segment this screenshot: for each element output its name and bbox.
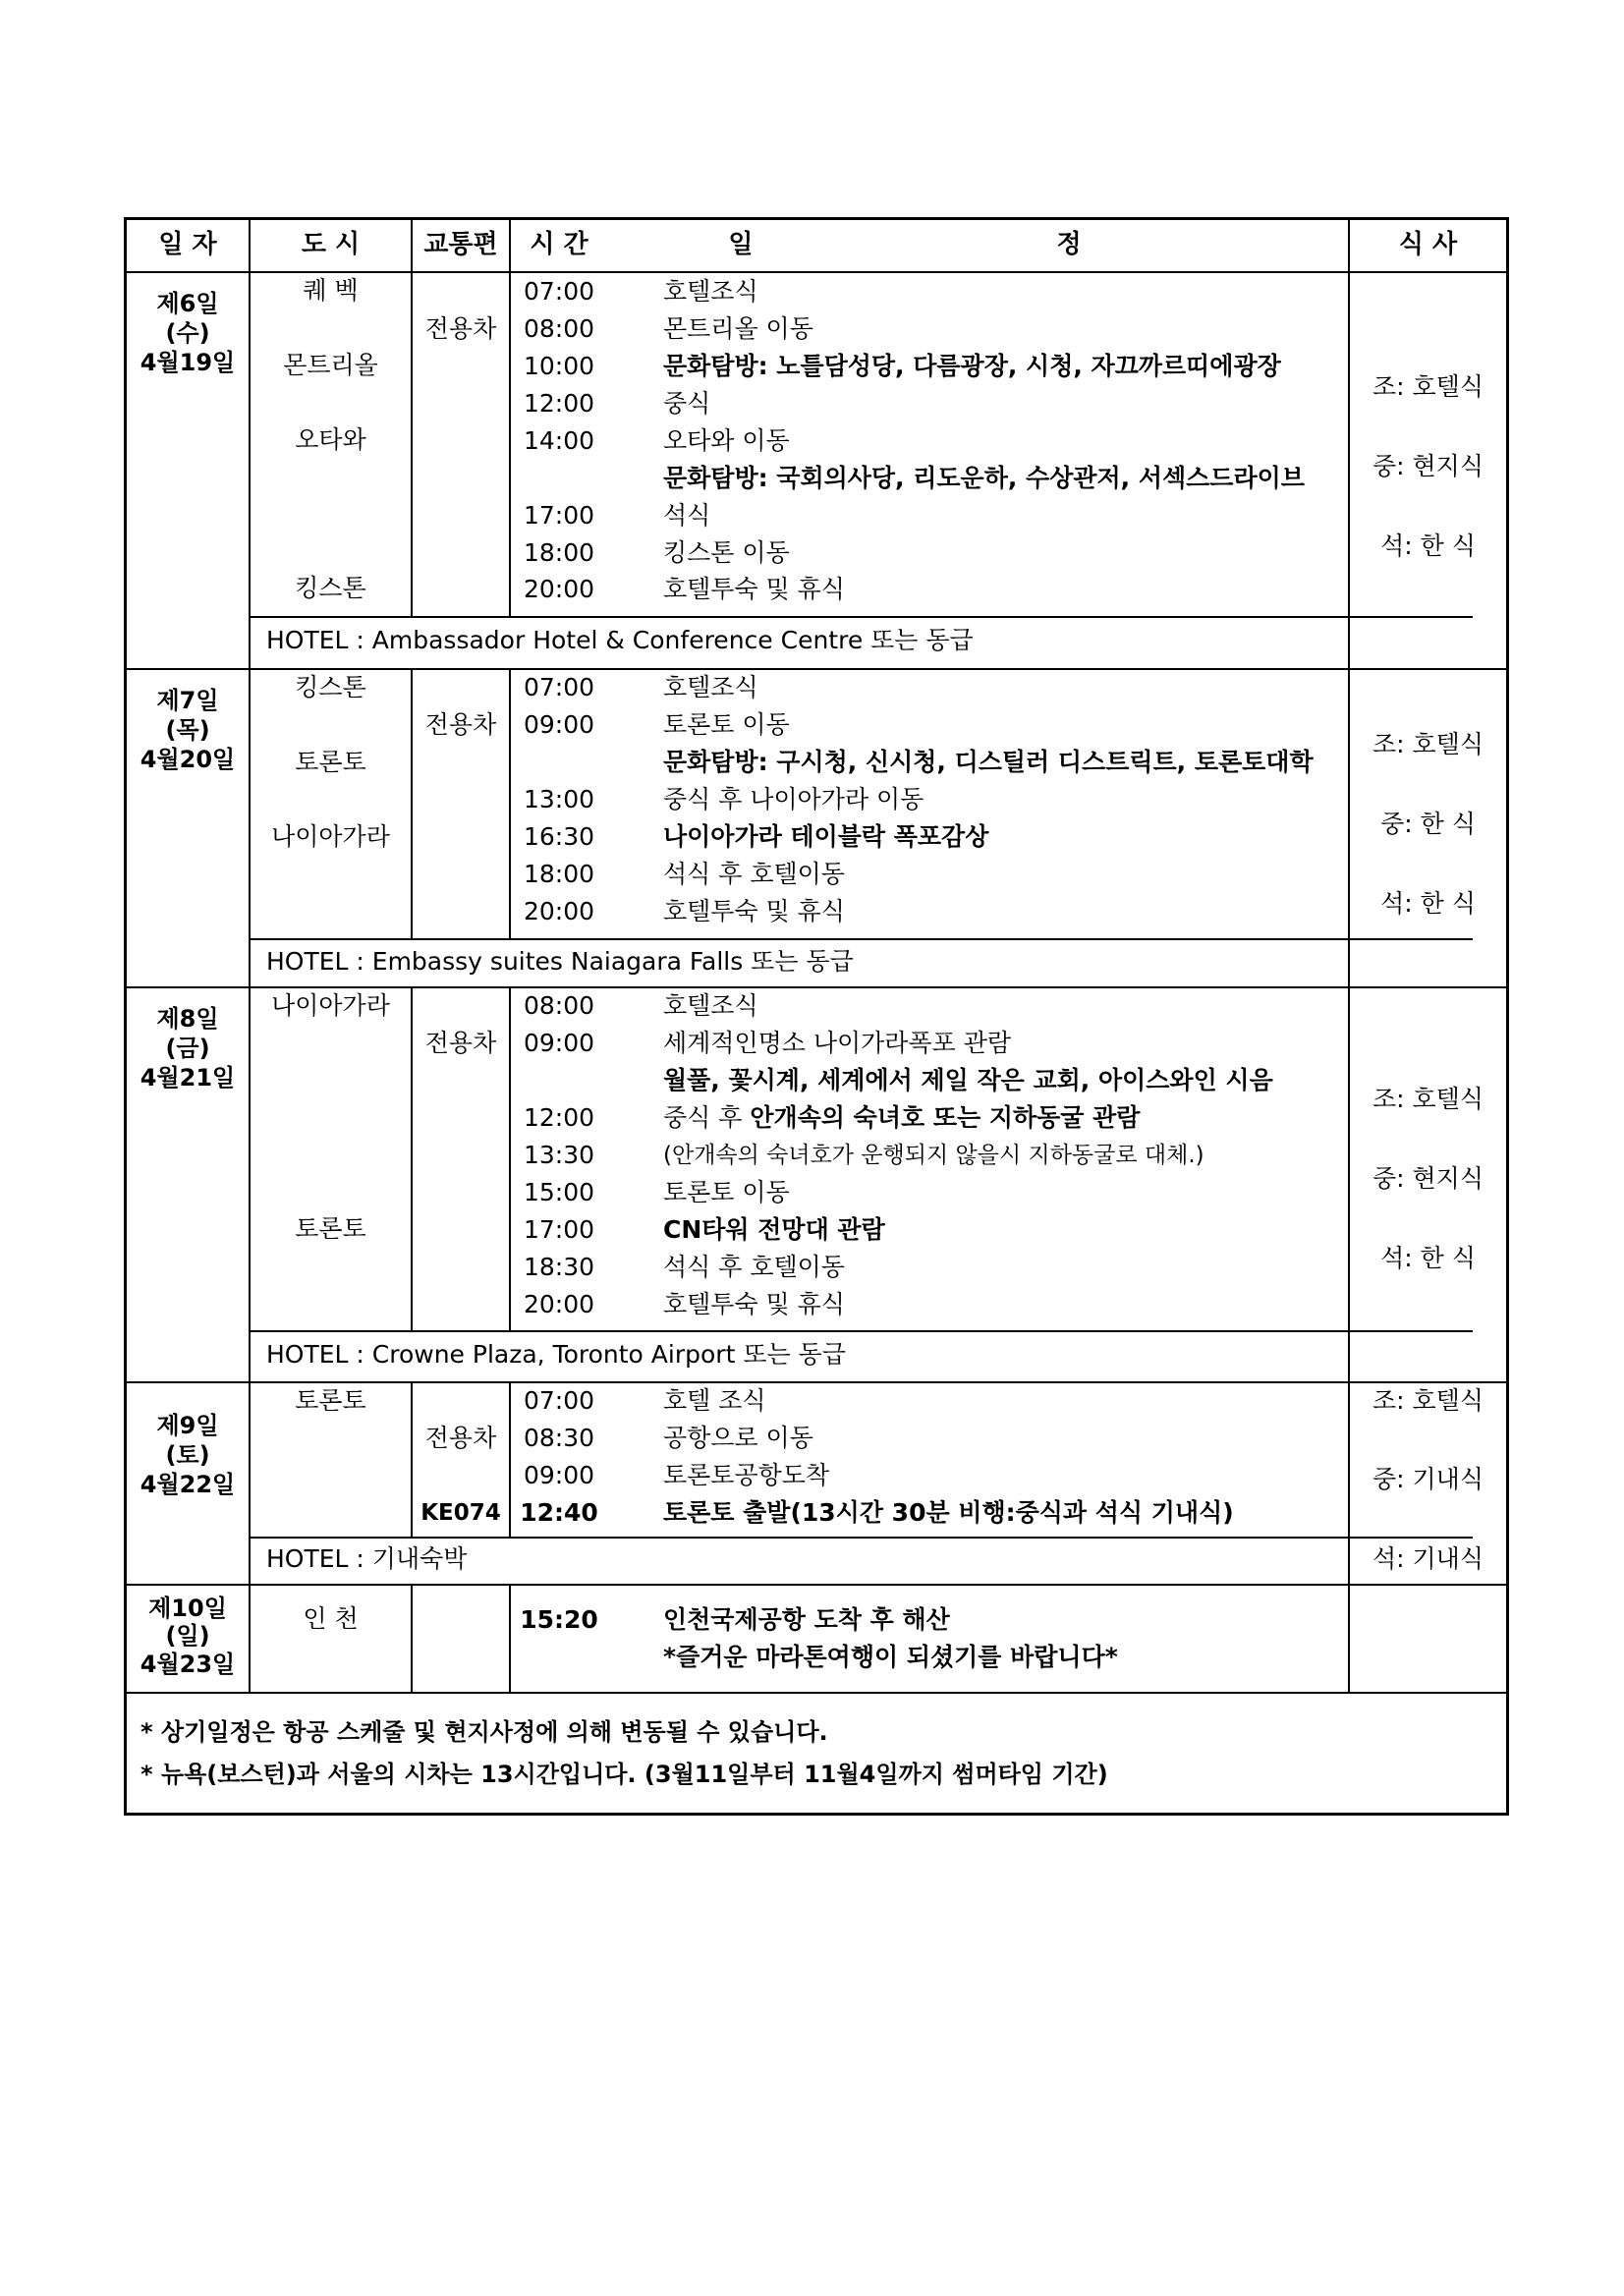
time: 14:00: [523, 426, 595, 455]
time: 08:00: [523, 991, 595, 1020]
schedule-item: 문화탐방: 국회의사당, 리도운하, 수상관저, 서섹스드라이브: [663, 464, 1305, 492]
schedule-item: 오타와 이동: [663, 426, 790, 455]
time: 12:00: [523, 1103, 595, 1132]
day-weekday: (일): [165, 1622, 210, 1650]
time: 09:00: [523, 1461, 595, 1489]
note: * 뉴욕(보스턴)과 서울의 시차는 13시간입니다. (3월11일부터 11월4일까지 썸머타임 기간): [140, 1761, 1108, 1788]
time: 20:00: [523, 575, 595, 603]
schedule-item: 공항으로 이동: [663, 1424, 813, 1452]
time: 18:30: [523, 1253, 595, 1281]
schedule-item: 월풀, 꽃시계, 세계에서 제일 작은 교회, 아이스와인 시음: [663, 1066, 1273, 1094]
flight-number: KE074: [420, 1500, 501, 1526]
schedule-item: 토론토 이동: [663, 710, 790, 739]
meal: 중: 한 식: [1380, 810, 1476, 838]
city-name: 인 천: [303, 1604, 359, 1633]
city-name: 나이아가라: [271, 822, 390, 851]
day-weekday: (금): [165, 1035, 210, 1062]
schedule-item-prefix: 중식 후: [663, 1103, 751, 1132]
time: 15:00: [523, 1178, 595, 1206]
time: 18:00: [523, 860, 595, 888]
time: 16:30: [523, 822, 595, 851]
day-label: 제9일: [156, 1412, 219, 1439]
header-meal: 식 사: [1398, 230, 1458, 259]
time: 07:00: [523, 673, 595, 701]
day-date: 4월21일: [140, 1064, 236, 1092]
schedule-item: 호텔조식: [663, 277, 758, 306]
header-date: 일 자: [158, 230, 217, 259]
schedule-item: 세계적인명소 나이가라폭포 관람: [663, 1029, 1011, 1057]
hotel-line: HOTEL : Ambassador Hotel & Conference Centre 또는 동급: [266, 626, 974, 654]
time: 15:20: [520, 1605, 598, 1634]
time: 10:00: [523, 352, 595, 380]
city-name: 나이아가라: [271, 991, 390, 1020]
schedule-item: 문화탐방: 노틀담성당, 다름광장, 시청, 자끄까르띠에광장: [663, 352, 1281, 380]
schedule-item: 호텔투숙 및 휴식: [663, 897, 845, 925]
time: 13:30: [523, 1141, 595, 1169]
day-date: 4월22일: [140, 1471, 236, 1498]
schedule-item: 호텔투숙 및 휴식: [663, 575, 845, 603]
meal: 조: 호텔식: [1372, 730, 1484, 758]
schedule-item: 호텔투숙 및 휴식: [663, 1290, 845, 1318]
time: 17:00: [523, 501, 595, 530]
schedule-item: [663, 1103, 1140, 1133]
schedule-item: 문화탐방: 구시청, 신시청, 디스틸러 디스트릭트, 토론토대학: [663, 748, 1314, 776]
city-name: 퀘 벡: [303, 276, 359, 305]
city-name: 오타와: [295, 425, 366, 454]
city-name: 토론토: [295, 748, 366, 776]
day-label: 제6일: [156, 290, 219, 317]
schedule-item: 킹스톤 이동: [663, 538, 790, 567]
schedule-item: 석식 후 호텔이동: [663, 860, 845, 888]
schedule-item: 인천국제공항 도착 후 해산: [663, 1605, 950, 1634]
header-city: 도 시: [301, 230, 361, 259]
meal: 석: 한 식: [1380, 532, 1476, 560]
time: 07:00: [523, 1386, 595, 1415]
meal: 중: 현지식: [1372, 1164, 1484, 1193]
schedule-item: 호텔 조식: [663, 1386, 766, 1415]
meal: 석: 한 식: [1380, 1244, 1476, 1272]
itinerary-table: [124, 217, 1509, 1816]
day-label: 제10일: [148, 1595, 227, 1622]
schedule-item: 몬트리올 이동: [663, 314, 813, 343]
schedule-item: 석식 후 호텔이동: [663, 1253, 845, 1281]
transport: 전용차: [424, 710, 497, 739]
city-name: 킹스톤: [295, 574, 366, 602]
day-date: 4월23일: [140, 1651, 236, 1678]
time: 12:40: [520, 1498, 598, 1527]
time: 08:00: [523, 314, 595, 343]
meal: 조: 호텔식: [1372, 1085, 1484, 1113]
schedule-item: *즐거운 마라톤여행이 되셨기를 바랍니다*: [663, 1643, 1118, 1671]
transport: 전용차: [424, 1029, 497, 1057]
hotel-line: HOTEL : Crowne Plaza, Toronto Airport 또는 동급: [266, 1340, 846, 1369]
schedule-item: 토론토 이동: [663, 1178, 790, 1206]
schedule-item: 중식: [663, 389, 711, 418]
transport: 전용차: [424, 314, 497, 343]
meal: 석: 한 식: [1380, 889, 1476, 918]
time: 13:00: [523, 785, 595, 813]
time: 17:00: [523, 1215, 595, 1244]
time: 20:00: [523, 897, 595, 925]
day-weekday: (토): [165, 1441, 210, 1469]
meal: 중: 기내식: [1372, 1465, 1484, 1493]
meal: 조: 호텔식: [1372, 1386, 1484, 1415]
day-label: 제8일: [156, 1005, 219, 1033]
meal: 석: 기내식: [1372, 1544, 1484, 1573]
schedule-item: 호텔조식: [663, 673, 758, 701]
schedule-item: (안개속의 숙녀호가 운행되지 않을시 지하동굴로 대체.): [663, 1143, 1204, 1168]
time: 09:00: [523, 710, 595, 739]
time: 08:30: [523, 1424, 595, 1452]
day-date: 4월19일: [140, 349, 236, 376]
day-weekday: (목): [165, 716, 210, 744]
city-name: 토론토: [295, 1386, 366, 1415]
schedule-item: 중식 후 나이아가라 이동: [663, 785, 924, 813]
time: 20:00: [523, 1290, 595, 1318]
header-time: 시 간: [530, 230, 588, 259]
meal: 중: 현지식: [1372, 452, 1484, 480]
transport: 전용차: [424, 1424, 497, 1452]
header-schedule: 일 정: [728, 230, 1229, 259]
city-name: 킹스톤: [295, 673, 366, 701]
header-transport: 교통편: [423, 230, 498, 259]
meal: 조: 호텔식: [1372, 372, 1484, 401]
hotel-line: HOTEL : Embassy suites Naiagara Falls 또는 동급: [266, 947, 854, 976]
time: 18:00: [523, 538, 595, 567]
day-label: 제7일: [156, 687, 219, 714]
city-name: 몬트리올: [283, 351, 378, 379]
city-name: 토론토: [295, 1214, 366, 1243]
schedule-item: 토론토 출발(13시간 30분 비행:중식과 석식 기내식): [663, 1498, 1234, 1527]
schedule-item: 호텔조식: [663, 991, 758, 1020]
schedule-item: 나이아가라 테이블락 폭포감상: [663, 822, 989, 851]
day-weekday: (수): [165, 319, 210, 347]
note: * 상기일정은 항공 스케줄 및 현지사정에 의해 변동될 수 있습니다.: [140, 1718, 828, 1746]
schedule-item-highlight: 안개속의 숙녀호 또는 지하동굴 관람: [750, 1103, 1141, 1132]
schedule-item: 토론토공항도착: [663, 1461, 830, 1489]
time: 09:00: [523, 1029, 595, 1057]
schedule-item: CN타워 전망대 관람: [663, 1215, 885, 1244]
schedule-item: 석식: [663, 501, 711, 530]
day-date: 4월20일: [140, 746, 236, 773]
time: 07:00: [523, 277, 595, 306]
hotel-line: HOTEL : 기내숙박: [266, 1544, 468, 1573]
time: 12:00: [523, 389, 595, 418]
